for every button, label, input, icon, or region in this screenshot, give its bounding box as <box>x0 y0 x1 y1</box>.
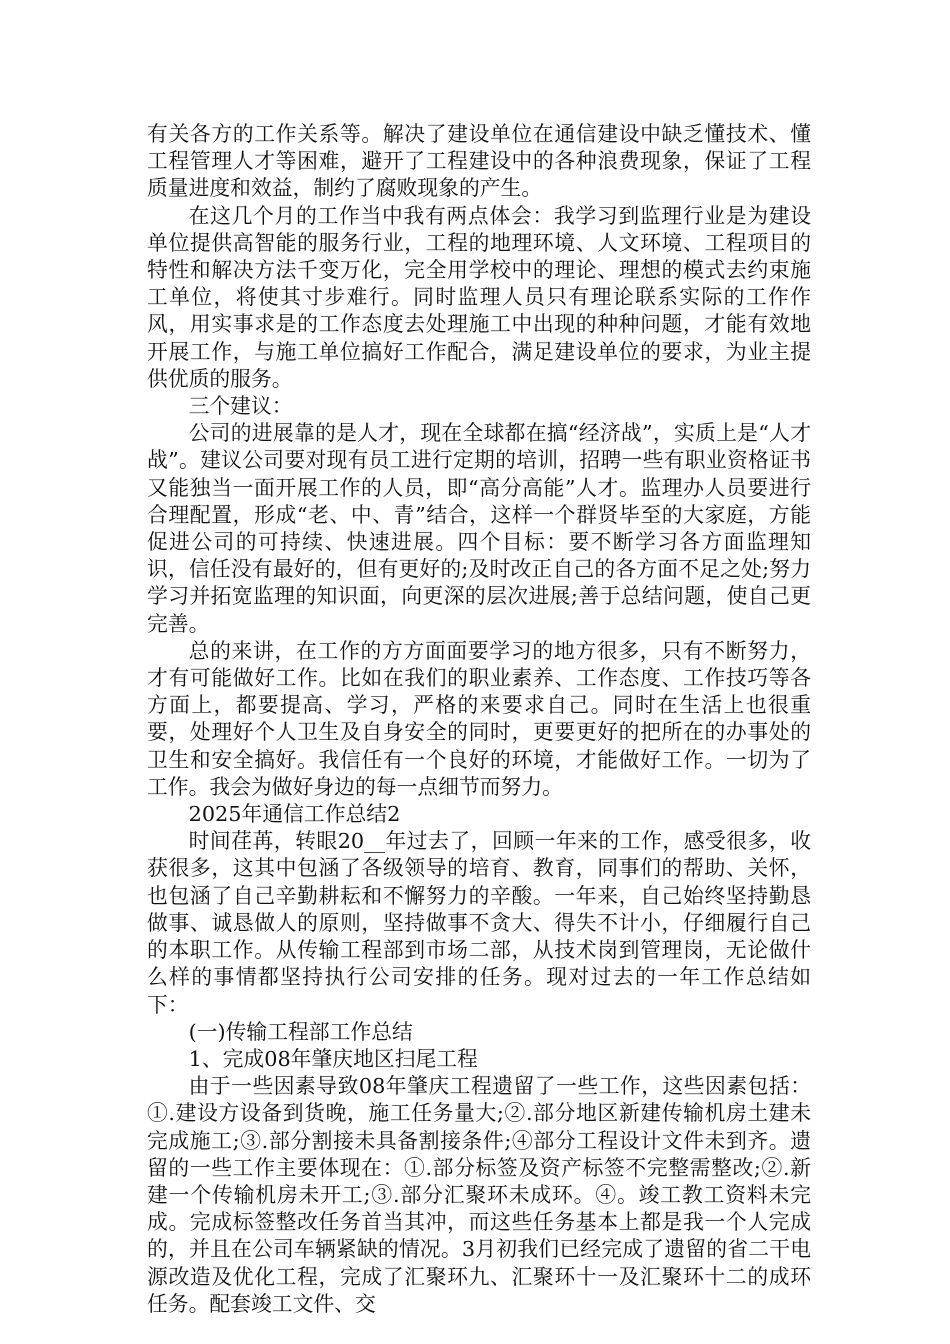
paragraph-5: 总的来讲，在工作的方方面面要学习的地方很多，只有不断努力，才有可能做好工作。比如在我们的职业素养、工作态度、工作技巧等各方面上，都要提高、学习，严格的来要求自己。同时在生活上也很重要，处理好个人卫生及自身安全的同时，更要更好的把所在的办事处的卫生和安全搞好。我信任有一个良好的环境，才能做好工作。一切为了工作。我会为做好身边的每一点细节而努力。 <box>147 638 811 799</box>
paragraph-10: 由于一些因素导致08年肇庆工程遗留了一些工作，这些因素包括：①.建设方设备到货晚，施工任务量大;②.部分地区新建传输机房土建未完成施工;③.部分割接未具备割接条件;④部分工程设计文件未到齐。遗留的一些工作主要体现在：①.部分标签及资产标签不完整需整改;②.新建一个传输机房未开工;③.部分汇聚环未成环。④。竣工教工资料未完成。完成标签整改任务首当其冲，而这些任务基本上都是我一个人完成的，并且在公司车辆紧缺的情况。3月初我们已经完成了遗留的省二干电源改造及优化工程，完成了汇聚环九、汇聚环十一及汇聚环十二的成环任务。配套竣工文件、交 <box>147 1074 811 1316</box>
paragraph-2: 在这几个月的工作当中我有两点体会：我学习到监理行业是为建设单位提供高智能的服务行业，工程的地理环境、人文环境、工程项目的特性和解决方法千变万化，完全用学校中的理论、理想的模式去约束施工单位，将使其寸步难行。同时监理人员只有理论联系实际的工作作风，用实事求是的工作态度去处理施工中出现的种种问题，才能有效地开展工作，与施工单位搞好工作配合，满足建设单位的要求，为业主提供优质的服务。 <box>147 203 811 391</box>
paragraph-3: 三个建议： <box>188 394 293 419</box>
item-heading: 1、完成08年肇庆地区扫尾工程 <box>188 1046 478 1071</box>
document-body <box>147 121 811 1318</box>
paragraph-1: 有关各方的工作关系等。解决了建设单位在通信建设中缺乏懂技术、懂工程管理人才等困难，避开了工程建设中的各种浪费现象，保证了工程质量进度和效益，制约了腐败现象的产生。 <box>147 122 811 201</box>
section-heading: 2025年通信工作总结2 <box>188 802 401 827</box>
paragraph-7: 时间荏苒，转眼20__年过去了，回顾一年来的工作，感受很多，收获很多，这其中包涵了各级领导的培育、教育，同事们的帮助、关怀，也包涵了自己辛勤耕耘和不懈努力的辛酸。一年来，自己始终坚持勤恳做事、诚恳做人的原则，坚持做事不贪大、得失不计小，仔细履行自己的本职工作。从传输工程部到市场二部，从技术岗到管理岗，无论做什么样的事情都坚持执行公司安排的任务。现对过去的一年工作总结如下： <box>147 829 811 1017</box>
subsection-heading: (一)传输工程部工作总结 <box>188 1019 413 1044</box>
paragraph-4: 公司的进展靠的是人才，现在全球都在搞“经济战”，实质上是“人才战”。建议公司要对现有员工进行定期的培训，招聘一些有职业资格证书又能独当一面开展工作的人员，即“高分高能”人才。监理办人员要进行合理配置，形成“老、中、青”结合，这样一个群贤毕至的大家庭，方能促进公司的可持续、快速进展。四个目标：要不断学习各方面监理知识，信任没有最好的，但有更好的;及时改正自己的各方面不足之处;努力学习并拓宽监理的知识面，向更深的层次进展;善于总结问题，使自己更完善。 <box>147 421 811 636</box>
